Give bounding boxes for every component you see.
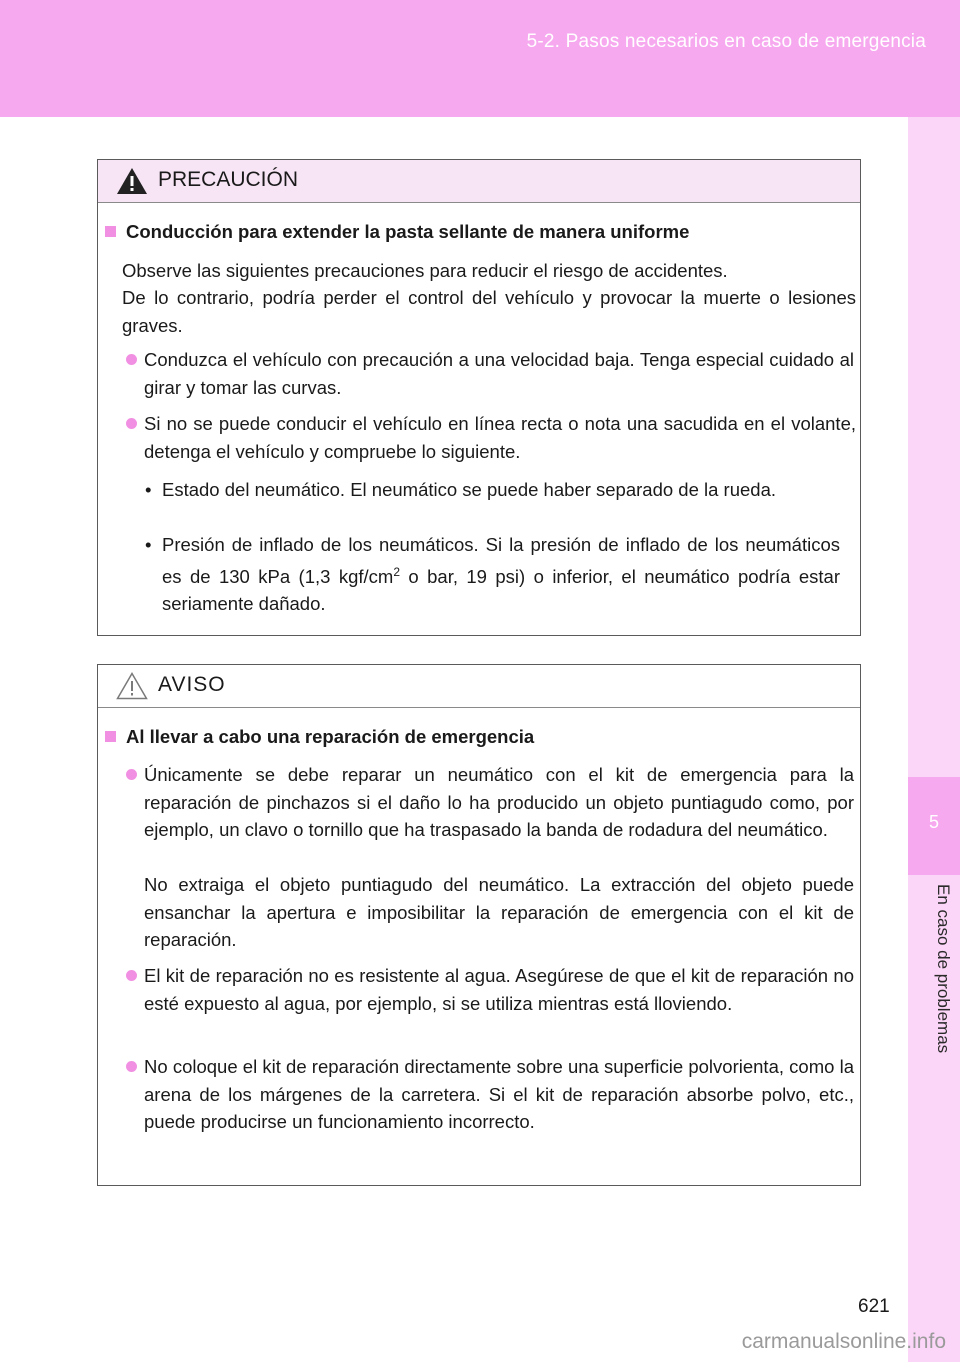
notice-box-header xyxy=(98,665,860,708)
notice-bullet-1-cont: No extraiga el objeto puntiagudo del neumático. La extracción del objeto puede ensanchar la apertura e imposibilitar la reparación de emergencia con el kit de reparación. xyxy=(144,874,854,951)
dot-bullet-icon xyxy=(126,1061,137,1072)
section-title: 5-2. Pasos necesarios en caso de emergencia xyxy=(526,31,926,52)
caution-bullet-2: Si no se puede conducir el vehículo en línea recta o nota una sacudida en el volante, detenga el vehículo y compruebe lo siguiente. xyxy=(144,410,856,465)
caution-sub-item-2: • Presión de inflado de los neumáticos. Si la presión de inflado de los neumáticos es de 130 kPa (1,3 kgf/$cm^2$ o bar, 19 psi) o inferior, el neumático podría estar seriamente dañado. xyxy=(145,534,840,615)
caution-sub-item-1: • Estado del neumático. El neumático se puede haber separado de la rueda. xyxy=(145,479,776,500)
dot-bullet-icon xyxy=(126,418,137,429)
notice-bullet-3: No coloque el kit de reparación directamente sobre una superficie polvorienta, como la arena de los márgenes de la carretera. Si el kit de reparación absorbe polvo, etc., puede producirse un funcionamiento incorrecto. xyxy=(144,1053,854,1136)
caution-bullet-1: Conduzca el vehículo con precaución a una velocidad baja. Tenga especial cuidado al girar y tomar las curvas. xyxy=(144,346,854,401)
warning-triangle-filled-icon xyxy=(115,166,149,196)
chapter-number: 5 xyxy=(928,812,939,832)
caution-heading: Conducción para extender la pasta sellante de manera uniforme xyxy=(105,221,689,243)
caution-title: PRECAUCIÓN xyxy=(158,168,299,191)
header-band xyxy=(0,0,960,117)
dot-bullet-icon xyxy=(126,769,137,780)
warning-triangle-outline-icon xyxy=(115,671,149,701)
page-number: 621 xyxy=(858,1296,890,1317)
dot-bullet-icon xyxy=(126,970,137,981)
notice-title: AVISO xyxy=(158,673,226,696)
notice-bullet-2: El kit de reparación no es resistente al agua. Asegúrese de que el kit de reparación no esté expuesto al agua, por ejemplo, si se utiliza mientras está lloviendo. xyxy=(144,962,854,1017)
dot-bullet-icon xyxy=(126,354,137,365)
watermark[interactable]: carmanualsonline.info xyxy=(741,1330,946,1353)
square-bullet-icon xyxy=(105,731,116,742)
caution-box-header xyxy=(98,160,860,203)
square-bullet-icon xyxy=(105,226,116,237)
side-tab-strip xyxy=(908,117,960,1362)
caution-intro-1: Observe las siguientes precauciones para reducir el riesgo de accidentes. xyxy=(122,260,728,281)
chapter-label: En caso de problemas xyxy=(934,884,953,1054)
notice-heading: Al llevar a cabo una reparación de emergencia xyxy=(105,726,534,748)
notice-bullet-1: Únicamente se debe reparar un neumático con el kit de emergencia para la reparación de pinchazos si el daño lo ha producido un objeto puntiagudo como, por ejemplo, un clavo o tornillo que ha traspasado la banda de rodadura del neumático. xyxy=(144,761,854,844)
caution-intro-2: De lo contrario, podría perder el control del vehículo y provocar la muerte o lesiones graves. xyxy=(122,287,856,336)
